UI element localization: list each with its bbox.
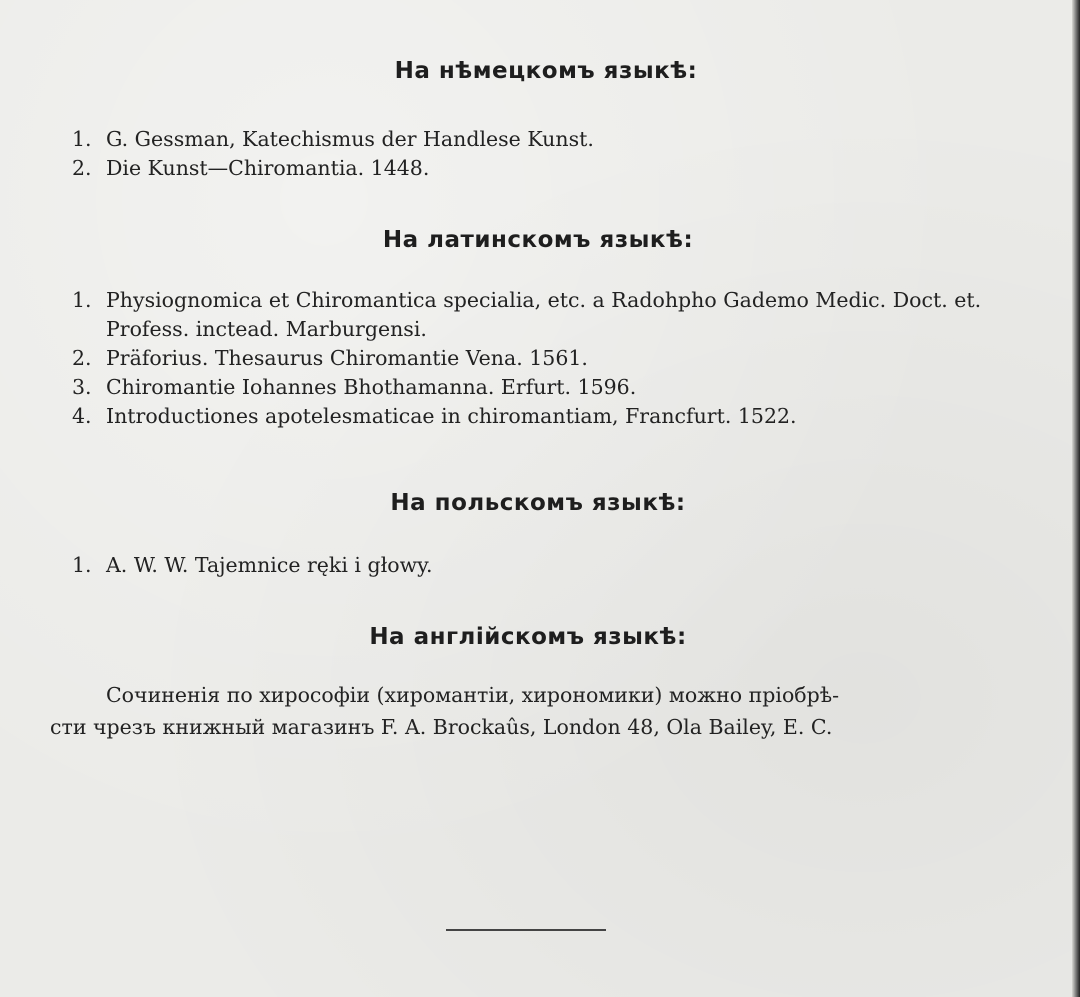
item-text: A. W. W. Tajemnice ręki i głowy. [106, 553, 433, 577]
heading-polish: На польскомъ языкѣ: [390, 490, 686, 516]
item-text: Präforius. Thesaurus Chiromantie Vena. 1561. [106, 346, 588, 370]
item-text: Die Kunst—Chiromantia. 1448. [106, 156, 430, 180]
list-item [72, 373, 1032, 402]
list-item [72, 551, 972, 580]
heading-german: На нѣмецкомъ языкѣ: [394, 58, 698, 84]
list-item [72, 344, 1032, 373]
item-number: 1. [72, 553, 92, 577]
item-number: 3. [72, 375, 92, 399]
english-paragraph [50, 679, 1020, 743]
polish-list [72, 551, 972, 580]
item-number: 4. [72, 404, 92, 428]
paragraph-line: Сочиненія по хирософіи (хиромантіи, хирономики) можно пріобрѣ- [106, 683, 840, 707]
item-text: Introductiones apotelesmaticae in chiromantiam, Francfurt. 1522. [106, 404, 797, 428]
list-item [72, 286, 1032, 344]
item-number: 2. [72, 346, 92, 370]
end-rule-divider [446, 929, 606, 931]
heading-latin: На латинскомъ языкѣ: [382, 227, 694, 253]
list-item [72, 402, 1032, 431]
item-number: 2. [72, 156, 92, 180]
german-list [72, 125, 972, 183]
latin-list [72, 286, 1032, 431]
item-text: Physiognomica et Chiromantica specialia, etc. a Radohpho Gademo Medic. Doct. et. Profess. inctead. Marburgensi. [106, 288, 982, 341]
item-number: 1. [72, 127, 92, 151]
item-text: Chiromantie Iohannes Bhothamanna. Erfurt. 1596. [106, 375, 637, 399]
list-item [72, 154, 972, 183]
page-edge-shadow [1072, 0, 1080, 997]
item-number: 1. [72, 288, 92, 312]
heading-english: На англійскомъ языкѣ: [369, 624, 687, 650]
list-item [72, 125, 972, 154]
paragraph-line: сти чрезъ книжный магазинъ F. A. Brockaûs, London 48, Ola Bailey, E. C. [50, 715, 833, 739]
item-text: G. Gessman, Katechismus der Handlese Kunst. [106, 127, 594, 151]
